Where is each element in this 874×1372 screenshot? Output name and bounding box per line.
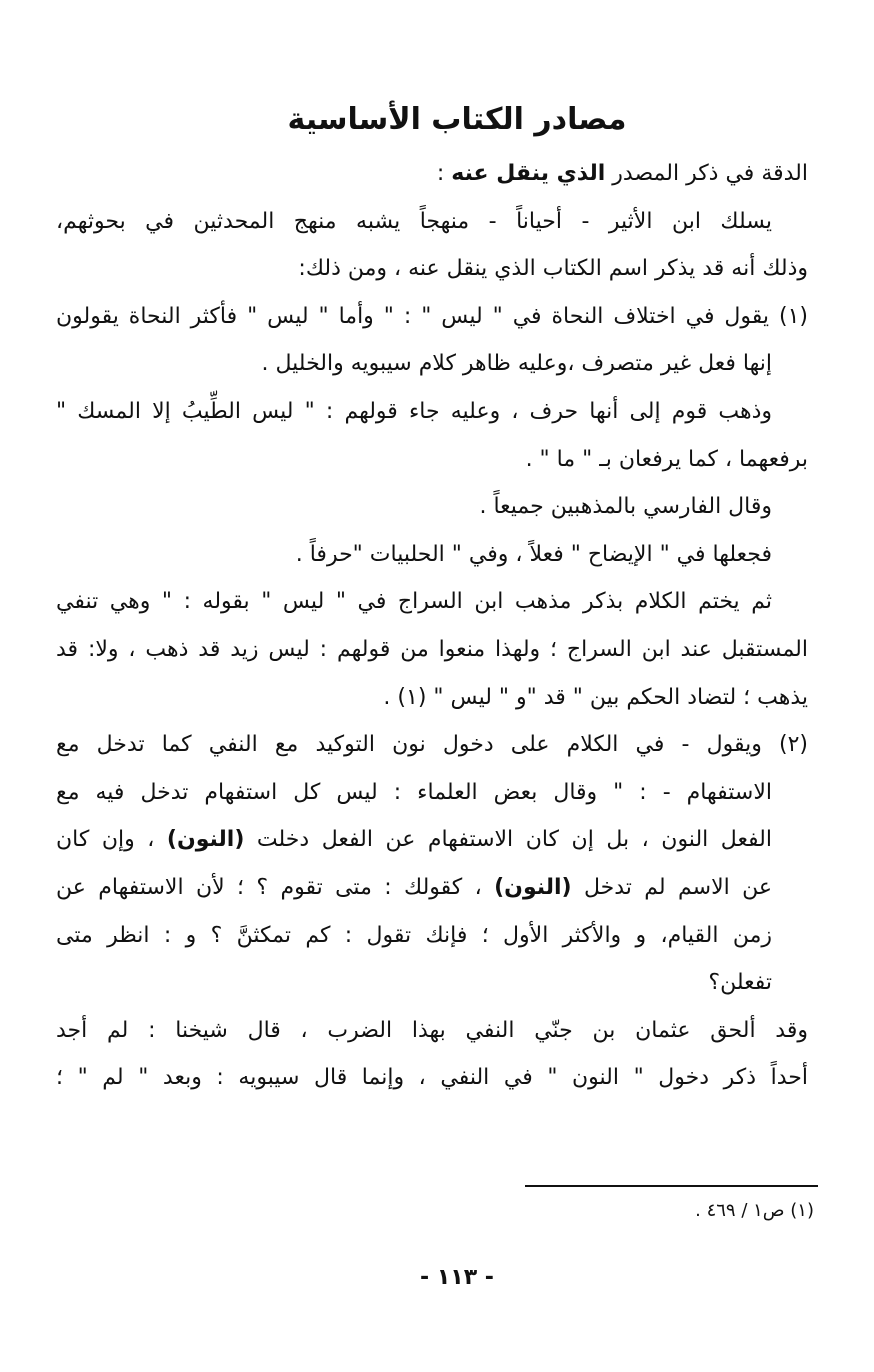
text-run: الدقة في ذكر المصدر bbox=[605, 161, 808, 186]
text-run: الفعل النون ، بل إن كان الاستفهام عن الفعل دخلت bbox=[244, 827, 772, 853]
text-run: زمن القيام، و والأكثر الأول ؛ فإنك تقول : كم تمكثنَّ ؟ و : انظر متى bbox=[56, 922, 772, 948]
text-line bbox=[56, 1007, 808, 1055]
text-run: : bbox=[436, 161, 452, 186]
text-run: ثم يختم الكلام بذكر مذهب ابن السراج في " ليس " بقوله : " وهي تنفي bbox=[56, 589, 772, 615]
text-line bbox=[56, 721, 808, 769]
text-line bbox=[56, 245, 808, 293]
text-run: تفعلن؟ bbox=[708, 970, 772, 996]
text-run: برفعهما ، كما يرفعان بـ " ما " . bbox=[525, 446, 808, 472]
text-line bbox=[56, 912, 808, 960]
text-run: (٢) ويقول - في الكلام على دخول نون التوكيد مع النفي كما تدخل مع bbox=[56, 732, 808, 758]
footnote: (١) ص١ / ٤٦٩ . bbox=[695, 1200, 814, 1221]
text-line bbox=[56, 864, 808, 912]
body-text bbox=[56, 150, 808, 1102]
text-run: وذهب قوم إلى أنها حرف ، وعليه جاء قولهم : " ليس الطِّيبُ إلا المسك " bbox=[56, 398, 772, 424]
text-line bbox=[56, 674, 808, 722]
text-run: الاستفهام - : " وقال بعض العلماء : ليس كل استفهام تدخل فيه مع bbox=[56, 779, 772, 805]
text-run: (١) يقول في اختلاف النحاة في " ليس " : " وأما " ليس " فأكثر النحاة يقولون bbox=[56, 303, 808, 329]
text-line bbox=[56, 388, 808, 436]
text-run: فجعلها في " الإيضاح " فعلاً ، وفي " الحلبيات "حرفاً . bbox=[295, 541, 772, 567]
text-line bbox=[56, 483, 808, 531]
text-line bbox=[56, 626, 808, 674]
text-run: ، وإن كان bbox=[56, 827, 167, 853]
text-run: إنها فعل غير متصرف ،وعليه ظاهر كلام سيبويه والخليل . bbox=[261, 351, 772, 377]
text-line bbox=[56, 293, 808, 341]
footnote-divider bbox=[525, 1185, 818, 1187]
page-title: مصادر الكتاب الأساسية bbox=[287, 102, 627, 137]
text-run: يذهب ؛ لتضاد الحكم بين " قد "و " ليس " (١) . bbox=[383, 684, 808, 710]
bold-text: (النون) bbox=[166, 827, 245, 853]
bold-text: الذي ينقل عنه bbox=[451, 161, 606, 186]
text-run: وقال الفارسي بالمذهبين جميعاً . bbox=[479, 494, 772, 520]
text-run: يسلك ابن الأثير - أحياناً - منهجاً يشبه منهج المحدثين في بحوثهم، bbox=[56, 208, 772, 234]
text-run: وذلك أنه قد يذكر اسم الكتاب الذي ينقل عنه ، ومن ذلك: bbox=[298, 256, 808, 282]
text-line bbox=[56, 816, 808, 864]
text-run: أحداً ذكر دخول " النون " في النفي ، وإنما قال سيبويه : وبعد " لم " ؛ bbox=[56, 1065, 808, 1091]
text-line bbox=[56, 769, 808, 817]
text-line bbox=[56, 959, 808, 1007]
text-line bbox=[56, 340, 808, 388]
page-number: - ١١٣ - bbox=[420, 1265, 494, 1290]
text-line bbox=[56, 150, 808, 198]
text-line bbox=[56, 531, 808, 579]
text-line bbox=[56, 578, 808, 626]
text-run: عن الاسم لم تدخل bbox=[571, 874, 773, 900]
text-run: ، كقولك : متى تقوم ؟ ؛ لأن الاستفهام عن bbox=[56, 874, 495, 900]
bold-text: (النون) bbox=[494, 874, 572, 900]
text-line bbox=[56, 436, 808, 484]
text-run: المستقبل عند ابن السراج ؛ ولهذا منعوا من قولهم : ليس زيد قد ذهب ، ولا: قد bbox=[56, 636, 808, 662]
text-line bbox=[56, 1054, 808, 1102]
text-line bbox=[56, 198, 808, 246]
text-run: وقد ألحق عثمان بن جنّي النفي بهذا الضرب ، قال شيخنا : لم أجد bbox=[56, 1017, 808, 1043]
